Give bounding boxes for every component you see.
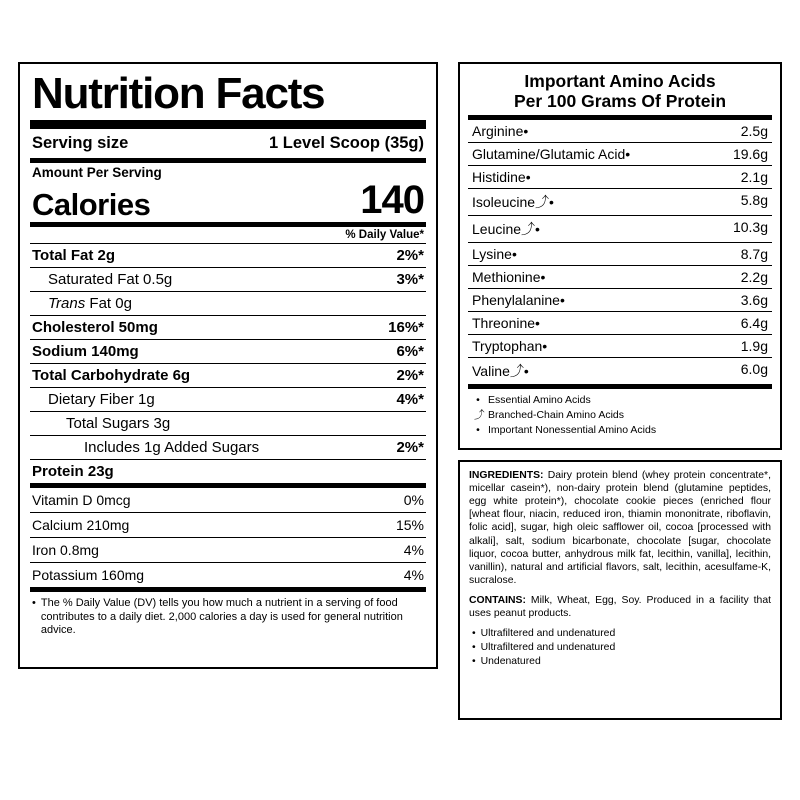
nutrient-amount: 3g: [149, 414, 171, 432]
nutrient-row: [30, 292, 426, 315]
nutrient-daily-value: 6%*: [396, 342, 424, 360]
nutrient-name: [48, 295, 132, 312]
ingredients-heading: INGREDIENTS:: [469, 470, 544, 481]
amount-per-serving-label: Amount Per Serving: [32, 164, 162, 180]
vitamin-rows: [30, 488, 426, 587]
ingredient-note: [472, 641, 771, 655]
nutrition-facts-title: Nutrition Facts: [32, 69, 325, 118]
amino-acid-row: [468, 216, 772, 242]
nutrient-row: [30, 388, 426, 411]
nutrient-name-text: Includes: [84, 438, 140, 456]
amino-acid-name: Phenylalanine•: [472, 292, 565, 309]
nutrient-daily-value: 2%*: [396, 246, 424, 264]
note-text: Ultrafiltered and undenatured: [480, 642, 616, 654]
note-text: Undenatured: [480, 656, 541, 668]
nutrient-name-text: Total Carbohydrate: [32, 366, 169, 384]
nutrient-name: [32, 367, 190, 384]
footnote-bullet-icon: •: [32, 596, 36, 609]
nutrient-amount: 1g Added Sugars: [139, 438, 260, 456]
vitamin-daily-value: 4%: [403, 541, 424, 558]
ingredients-body: Dairy protein blend (whey protein concentrate*, micellar casein*), non-dairy protein blend (glutamine peptides, egg white protein*), chocolate cookie pieces (enriched flour [wheat flour, niacin, reduced iron, thiamin mononitrate, riboflavin, folic acid], sugar, high oleic safflower oil, cocoa [processed with alkali], salt, sodium bicarbonate, chocolate [sugar, chocolate liquor, cocoa butter, anhydrous milk fat, lecithin, vanilla], lecithin, vanillin), natural and artificial flavors, salt, lecithin, acesulfame-K, sucralose.: [469, 470, 771, 586]
vitamin-row: [30, 488, 426, 512]
nutrient-row: [30, 268, 426, 291]
nutrient-name: [32, 343, 139, 360]
nutrient-row: [30, 436, 426, 459]
amino-acid-name: Tryptophan•: [472, 338, 548, 355]
amino-acid-row: [468, 189, 772, 215]
ingredients-panel: [458, 460, 782, 720]
amino-acid-name: Glutamine/Glutamic Acid•: [472, 146, 631, 163]
nutrient-row: [30, 244, 426, 267]
amino-acids-legend: [468, 389, 772, 437]
nutrient-name-text: Total Sugars: [66, 414, 150, 432]
legend-marker-icon: ⤴: [474, 408, 485, 421]
legend-item: [474, 408, 768, 423]
nutrient-name: [48, 271, 172, 288]
nutrient-daily-value: 16%*: [388, 318, 424, 336]
vitamin-daily-value: 0%: [403, 491, 424, 508]
nutrient-amount: 1g: [133, 390, 155, 408]
amino-acid-value: 5.8g: [740, 192, 768, 209]
note-text: Ultrafiltered and undenatured: [480, 628, 616, 640]
nutrient-amount: Fat 0g: [85, 294, 132, 312]
amino-acid-value: 19.6g: [732, 146, 768, 163]
note-bullet-icon: •: [472, 656, 476, 668]
nutrient-name: [32, 463, 114, 480]
legend-item: [474, 423, 768, 438]
nutrient-daily-value: 4%*: [396, 390, 424, 408]
nutrient-name: [32, 319, 158, 336]
amino-acids-title-line1: Important Amino Acids: [524, 71, 716, 91]
vitamin-daily-value: 4%: [403, 566, 424, 583]
nutrient-daily-value: 2%*: [396, 366, 424, 384]
vitamin-row: [30, 538, 426, 562]
serving-size-row: [30, 129, 426, 158]
amino-acid-name: Valine⤴•: [472, 363, 529, 380]
serving-size-value: 1 Level Scoop (35g): [269, 133, 424, 152]
nutrient-amount: 140mg: [87, 342, 139, 360]
amino-acid-value: 8.7g: [740, 246, 768, 263]
amino-acid-row: [468, 312, 772, 334]
nutrient-name-text: Total Fat: [32, 246, 94, 264]
legend-marker-icon: •: [476, 423, 480, 436]
legend-text: Branched-Chain Amino Acids: [488, 408, 624, 421]
nutrient-name: [84, 439, 259, 456]
vitamin-name-amount: Vitamin D 0mcg: [32, 491, 131, 508]
amino-acid-row: [468, 358, 772, 384]
amino-acid-row: [468, 166, 772, 188]
note-bullet-icon: •: [472, 628, 476, 640]
amino-acid-name: Leucine⤴•: [472, 221, 540, 238]
amino-acid-value: 6.4g: [740, 315, 768, 332]
nutrient-name-text: Saturated Fat: [48, 270, 139, 288]
footnote: [30, 592, 426, 640]
calories-label: Calories: [32, 186, 151, 222]
amino-acid-value: 2.1g: [740, 169, 768, 186]
contains-paragraph: [469, 594, 771, 620]
amino-acids-panel: [458, 62, 782, 450]
amino-acid-value: 2.2g: [740, 269, 768, 286]
amino-acid-value: 6.0g: [740, 361, 768, 378]
vitamin-name-amount: Potassium 160mg: [32, 566, 145, 583]
nutrition-facts-panel: [18, 62, 438, 669]
amino-acid-row: [468, 289, 772, 311]
nutrient-row: [30, 460, 426, 483]
nutrient-row: [30, 412, 426, 435]
amino-acid-value: 2.5g: [740, 123, 768, 140]
nutrient-name-text: Trans: [48, 294, 86, 312]
amino-acid-row: [468, 120, 772, 142]
ingredient-note: [472, 627, 771, 641]
nutrient-rows: [30, 244, 426, 483]
amino-acid-row: [468, 335, 772, 357]
nutrient-name: [32, 247, 115, 264]
nutrient-daily-value: 3%*: [396, 270, 424, 288]
nutrient-daily-value: 2%*: [396, 438, 424, 456]
nutrient-row: [30, 316, 426, 339]
nutrient-amount: 23g: [83, 462, 114, 480]
legend-text: Essential Amino Acids: [488, 394, 591, 407]
ingredient-note: [472, 655, 771, 669]
nutrient-name-text: Protein: [32, 462, 84, 480]
vitamin-daily-value: 15%: [395, 516, 424, 533]
nutrient-name: [66, 415, 170, 432]
contains-body: Milk, Wheat, Egg, Soy. Produced in a facility that uses peanut products.: [469, 594, 771, 620]
legend-item: [474, 393, 768, 408]
amino-acids-title-line2: Per 100 Grams Of Protein: [513, 90, 727, 111]
nutrient-row: [30, 340, 426, 363]
amino-acid-name: Histidine•: [472, 169, 531, 186]
nutrient-amount: 50mg: [114, 318, 158, 336]
legend-text: Important Nonessential Amino Acids: [488, 423, 657, 436]
nutrient-amount: 0.5g: [138, 270, 173, 288]
amino-acids-title: [468, 69, 772, 115]
amino-acid-value: 3.6g: [740, 292, 768, 309]
vitamin-row: [30, 563, 426, 587]
calories-value: 140: [360, 177, 424, 222]
nutrient-row: [30, 364, 426, 387]
amino-acid-name: Arginine•: [472, 123, 529, 140]
amino-acid-name: Lysine•: [472, 246, 517, 263]
amino-acid-name: Threonine•: [472, 315, 540, 332]
amino-acid-row: [468, 266, 772, 288]
nutrient-name: [48, 391, 155, 408]
amino-acid-name: Isoleucine⤴•: [472, 194, 554, 211]
vitamin-row: [30, 513, 426, 537]
serving-size-label: Serving size: [32, 133, 129, 152]
nutrient-name-text: Sodium: [32, 342, 87, 360]
nutrient-amount: 6g: [168, 366, 191, 384]
vitamin-name-amount: Calcium 210mg: [32, 516, 130, 533]
amino-acid-rows: [468, 120, 772, 384]
amino-acid-row: [468, 143, 772, 165]
divider-thick: [30, 120, 426, 129]
note-bullet-icon: •: [472, 642, 476, 654]
ingredients-paragraph: [469, 469, 771, 587]
contains-heading: CONTAINS:: [469, 594, 526, 606]
vitamin-name-amount: Iron 0.8mg: [32, 541, 99, 558]
nutrient-name-text: Cholesterol: [32, 318, 115, 336]
footnote-text: The % Daily Value (DV) tells you how much a nutrient in a serving of food contributes to a daily diet. 2,000 calories a day is used for general nutrition advice.: [40, 596, 403, 637]
nutrient-amount: 2g: [93, 246, 116, 264]
amino-acid-value: 10.3g: [732, 219, 768, 236]
amino-acid-name: Methionine•: [472, 269, 546, 286]
amino-acid-row: [468, 243, 772, 265]
amino-acid-value: 1.9g: [740, 338, 768, 355]
calories-row: [30, 177, 426, 222]
daily-value-header: % Daily Value*: [345, 228, 424, 241]
ingredient-notes: [469, 627, 771, 669]
legend-marker-icon: •: [476, 394, 480, 407]
nutrient-name-text: Dietary Fiber: [48, 390, 134, 408]
